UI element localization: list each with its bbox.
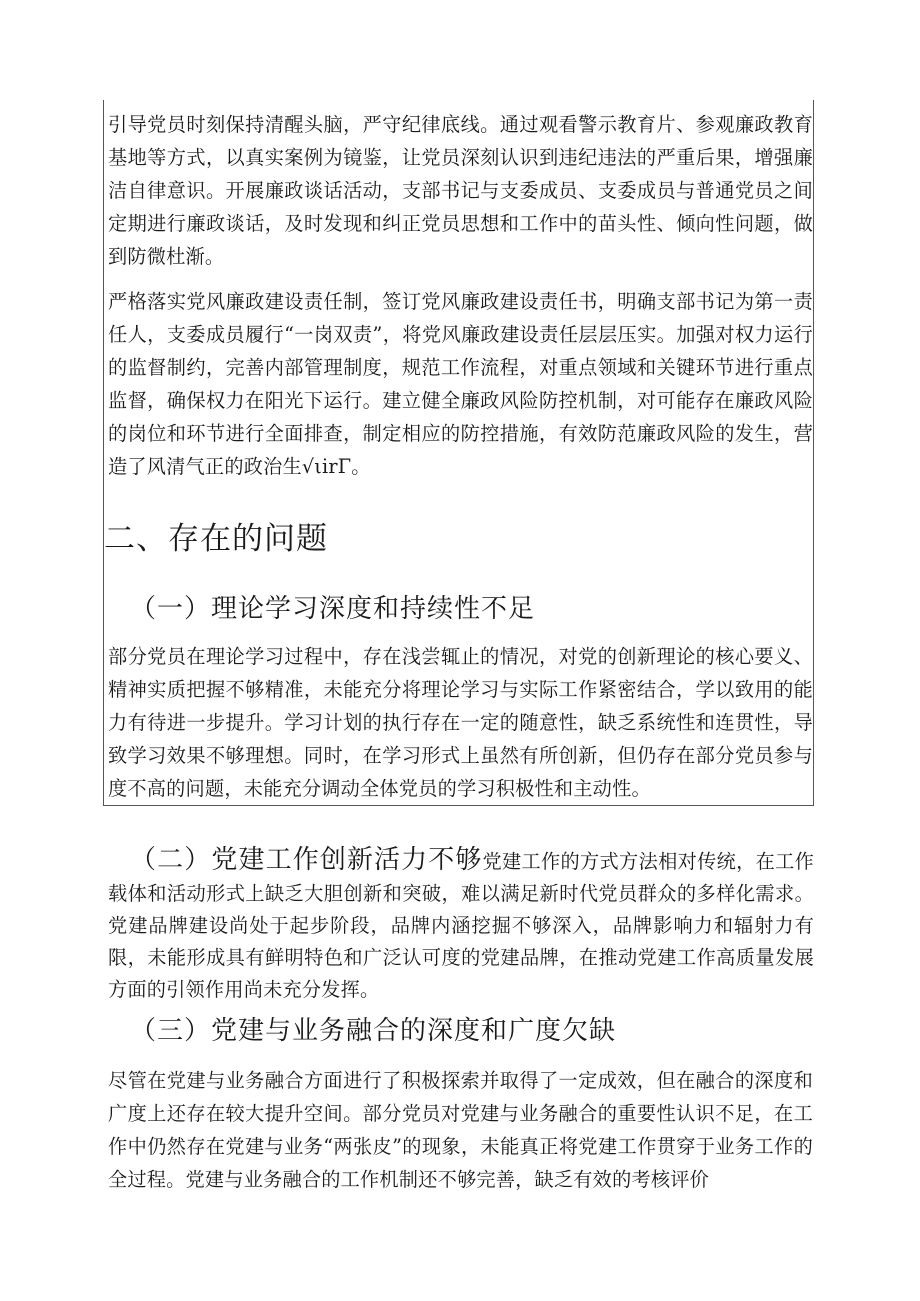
paragraph-party-innovation-body: 党建工作的方式方法相对传统，在工作载体和活动形式上缺乏大胆创新和突破，难以满足新时代党员群众的多样化需求。党建品牌建设尚处于起步阶段，品牌内涵挖掘不够深入，品牌影响力和辐射力有限，未能形成具有鲜明特色和广泛认可度的党建品牌，在推动党建工作高质量发展方面的引领作用尚未充分发挥。 [108, 850, 814, 1001]
subheading-theory-study: （一）理论学习深度和持续性不足 [130, 594, 536, 624]
paragraph-theory-study: 部分党员在理论学习过程中，存在浅尝辄止的情况，对党的创新理论的核心要义、精神实质把握不够精准，未能充分将理论学习与实际工作紧密结合，学以致用的能力有待进一步提升。学习计划的执行存在一定的随意性，缺乏系统性和连贯性，导致学习效果不够理想。同时，在学习形式上虽然有所创新，但仍存在部分党员参与度不高的问题，未能充分调动全体党员的学习积极性和主动性。 [108, 645, 813, 800]
subheading-party-innovation: （二）党建工作创新活力不够 [130, 845, 483, 875]
section-heading-problems: 二、存在的问题 [104, 521, 328, 557]
paragraph-responsibility-system: 严格落实党风廉政建设责任制，签订党风廉政建设责任书，明确支部书记为第一责任人，支委成员履行“一岗双责”，将党风廉政建设责任层层压实。加强对权力运行的监督制约，完善内部管理制度，规范工作流程，对重点领域和关键环节进行重点监督，确保权力在阳光下运行。建立健全廉政风险防控机制，对可能存在廉政风险的岗位和环节进行全面排查，制定相应的防控措施，有效防范廉政风险的发生，营造了风清气正的政治生√ιirΓ。 [108, 290, 813, 478]
subheading-integration: （三）党建与业务融合的深度和广度欠缺 [130, 1016, 617, 1046]
paragraph-party-innovation [108, 844, 814, 1006]
paragraph-integration: 尽管在党建与业务融合方面进行了积极探索并取得了一定成效，但在融合的深度和广度上还存在较大提升空间。部分党员对党建与业务融合的重要性认识不足，在工作中仍然存在党建与业务“两张皮”的现象，未能真正将党建工作贯穿于业务工作的全过程。党建与业务融合的工作机制还不够完善，缺乏有效的考核评价 [108, 1069, 813, 1191]
paragraph-integrity-education: 引导党员时刻保持清醒头脑，严守纪律底线。通过观看警示教育片、参观廉政教育基地等方式，以真实案例为镜鉴，让党员深刻认识到违纪违法的严重后果，增强廉洁自律意识。开展廉政谈话活动，支部书记与支委成员、支委成员与普通党员之间定期进行廉政谈话，及时发现和纠正党员思想和工作中的苗头性、倾向性问题，做到防微杜渐。 [108, 113, 813, 268]
